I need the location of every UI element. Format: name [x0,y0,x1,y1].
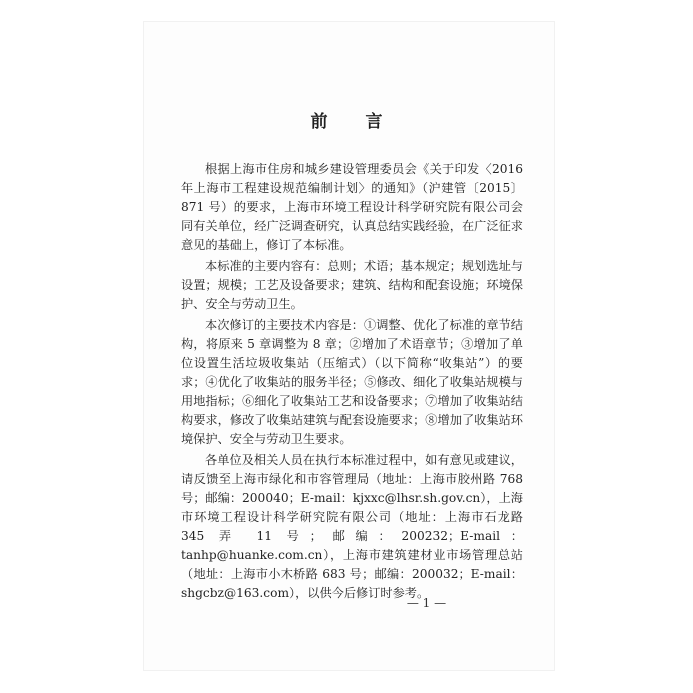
page-number: — 1 — [406,596,447,610]
paragraph-revisions: 本次修订的主要技术内容是：①调整、优化了标准的章节结构，将原来 5 章调整为 8 章；②增加了术语章节；③增加了单位设置生活垃圾收集站（压缩式）（以下简称“收集站”）的要求；④优化了收集站的服务半径；⑤修改、细化了收集站规模与用地指标；⑥细化了收集站工艺和设备要求；⑦增加了收集站结构要求，修改了收集站建筑与配套设施要求；⑧增加了收集站环境保护、安全与劳动卫生要求。 [181,318,523,446]
paragraph-feedback: 各单位及相关人员在执行本标准过程中，如有意见或建议，请反馈至上海市绿化和市容管理局（地址：上海市胶州路 768 号；邮编：200040；E-mail：kjxxc@lhsr.sh.gov.cn），上海市环境工程设计科学研究院有限公司（地址：上海市石龙路 345 弄 11 号；邮编：200232；E-mail：tanhp@huanke.com.cn），上海市建筑建材业市场管理总站（地址：上海市小木桥路 683 号；邮编：200032；E-mail：shgcbz@163.com），以供今后修订时参考。 [181,453,523,600]
paragraph-basis: 根据上海市住房和城乡建设管理委员会《关于印发〈2016 年上海市工程建设规范编制计划〉的通知》（沪建管〔2015〕871 号）的要求，上海市环境工程设计科学研究院有限公司会同有关单位，经广泛调查研究，认真总结实践经验，在广泛征求意见的基础上，修订了本标准。 [181,162,523,252]
paragraph-contents: 本标准的主要内容有：总则；术语；基本规定；规划选址与设置；规模；工艺及设备要求；建筑、结构和配套设施；环境保护、安全与劳动卫生。 [181,259,523,311]
page-title: 前 言 [310,112,399,132]
body-text [181,160,523,605]
